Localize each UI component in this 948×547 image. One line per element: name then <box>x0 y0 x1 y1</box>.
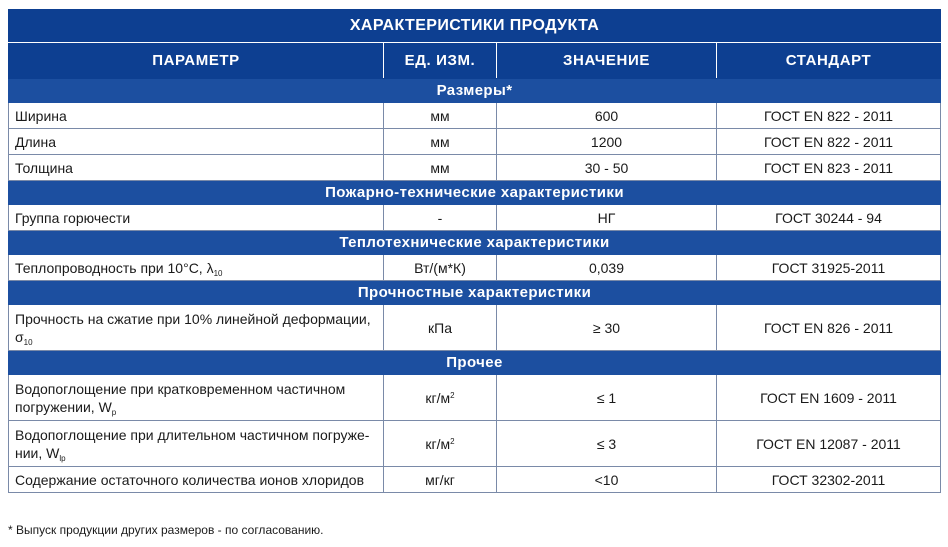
cell-standard: ГОСТ EN 1609 - 2011 <box>717 375 941 421</box>
unit-text: кПа <box>428 319 452 336</box>
section-header-row <box>9 281 941 305</box>
cell-value: НГ <box>497 205 717 231</box>
cell-parameter <box>9 255 384 281</box>
section-header-row <box>9 231 941 255</box>
cell-value: ≥ 30 <box>497 305 717 351</box>
cell-standard: ГОСТ 32302-2011 <box>717 467 941 493</box>
section-header-row <box>9 79 941 103</box>
table-row <box>9 375 941 421</box>
column-header-row <box>9 43 941 79</box>
cell-value: 30 - 50 <box>497 155 717 181</box>
product-spec-table-wrapper <box>8 9 940 493</box>
cell-unit <box>384 155 497 181</box>
unit-text: - <box>437 209 443 226</box>
cell-standard: ГОСТ EN 826 - 2011 <box>717 305 941 351</box>
parameter-text: Толщина <box>15 159 73 176</box>
cell-unit <box>384 467 497 493</box>
parameter-text: Содержание остаточного количества ионов хлоридов <box>15 471 365 488</box>
table-row <box>9 255 941 281</box>
column-header-unit: ЕД. ИЗМ. <box>384 43 497 79</box>
cell-unit <box>384 375 497 421</box>
table-row <box>9 467 941 493</box>
parameter-text: Ширина <box>15 107 67 124</box>
cell-value: <10 <box>497 467 717 493</box>
cell-parameter <box>9 103 384 129</box>
table-row <box>9 205 941 231</box>
unit-superscript: 2 <box>450 436 455 446</box>
parameter-subscript: 10 <box>213 268 223 278</box>
cell-value: 1200 <box>497 129 717 155</box>
section-title: Теплотехнические характеристики <box>9 231 941 255</box>
cell-parameter <box>9 155 384 181</box>
parameter-text: Группа горючести <box>15 209 131 226</box>
cell-unit <box>384 255 497 281</box>
section-title: Размеры* <box>9 79 941 103</box>
cell-parameter <box>9 129 384 155</box>
table-row <box>9 421 941 467</box>
footnote: * Выпуск продукции других размеров - по согласованию. <box>8 523 324 537</box>
column-header-parameter: ПАРАМЕТР <box>9 43 384 79</box>
cell-standard: ГОСТ 30244 - 94 <box>717 205 941 231</box>
table-row <box>9 305 941 351</box>
section-title: Прочностные характеристики <box>9 281 941 305</box>
cell-standard: ГОСТ EN 822 - 2011 <box>717 129 941 155</box>
unit-text: мг/кг <box>425 471 455 488</box>
parameter-text: Длина <box>15 133 56 150</box>
section-title: Пожарно-технические характеристики <box>9 181 941 205</box>
cell-unit <box>384 205 497 231</box>
cell-standard: ГОСТ 31925-2011 <box>717 255 941 281</box>
table-title-row <box>9 10 941 43</box>
parameter-subscript: p <box>111 407 117 417</box>
unit-text: мм <box>430 133 450 150</box>
parameter-subscript: 10 <box>23 337 33 347</box>
cell-value: 0,039 <box>497 255 717 281</box>
cell-value: ≤ 3 <box>497 421 717 467</box>
column-header-value: ЗНАЧЕНИЕ <box>497 43 717 79</box>
parameter-text: Прочность на сжатие при 10% линейной деформации, σ <box>15 310 371 345</box>
parameter-text: Теплопроводность при 10°С, λ <box>15 259 214 276</box>
cell-parameter <box>9 305 384 351</box>
section-header-row <box>9 351 941 375</box>
table-body <box>9 79 941 493</box>
cell-parameter <box>9 205 384 231</box>
table-row <box>9 155 941 181</box>
table-row <box>9 129 941 155</box>
cell-value: 600 <box>497 103 717 129</box>
cell-unit <box>384 305 497 351</box>
cell-unit <box>384 103 497 129</box>
cell-unit <box>384 421 497 467</box>
unit-text: мм <box>430 107 450 124</box>
cell-parameter <box>9 467 384 493</box>
cell-standard: ГОСТ EN 822 - 2011 <box>717 103 941 129</box>
table-row <box>9 103 941 129</box>
unit-text: мм <box>430 159 450 176</box>
parameter-text: Водопоглощение при кратковременном частичном погружении, W <box>15 380 346 415</box>
cell-standard: ГОСТ EN 823 - 2011 <box>717 155 941 181</box>
cell-parameter <box>9 421 384 467</box>
product-characteristics-table <box>8 9 941 493</box>
unit-superscript: 2 <box>450 390 455 400</box>
cell-unit <box>384 129 497 155</box>
unit-text: кг/м <box>425 435 451 452</box>
parameter-subscript: lp <box>59 453 66 463</box>
cell-value: ≤ 1 <box>497 375 717 421</box>
section-header-row <box>9 181 941 205</box>
column-header-standard: СТАНДАРТ <box>717 43 941 79</box>
table-title: ХАРАКТЕРИСТИКИ ПРОДУКТА <box>9 10 941 43</box>
parameter-text: Водопоглощение при длительном частичном погруже-нии, W <box>15 426 370 461</box>
unit-text: кг/м <box>425 389 451 406</box>
cell-standard: ГОСТ EN 12087 - 2011 <box>717 421 941 467</box>
section-title: Прочее <box>9 351 941 375</box>
unit-text: Вт/(м*К) <box>414 259 466 276</box>
cell-parameter <box>9 375 384 421</box>
